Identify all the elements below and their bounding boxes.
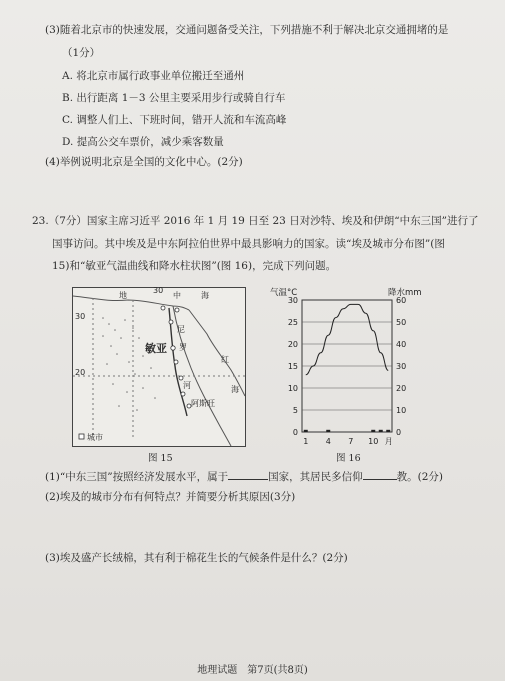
q3-stem: (3)随着北京市的快速发展，交通问题备受关注，下列措施不利于解决北京交通拥堵的是 <box>45 24 449 36</box>
x-tick-label: 1 <box>303 437 309 446</box>
x-tick-label: 4 <box>325 437 331 446</box>
map-label-lat30: 30 <box>75 312 86 321</box>
map-label-redsea-2: 海 <box>231 385 239 394</box>
map-label-aswan: 阿斯旺 <box>191 399 215 408</box>
y-left-tick-label: 30 <box>287 296 298 305</box>
precip-bar <box>379 430 383 432</box>
q3-option-b: B. 出行距离 1－3 公里主要采用步行或骑自行车 <box>62 92 286 104</box>
precip-bar <box>386 430 390 432</box>
map-legend-city: 城市 <box>87 433 103 442</box>
y-left-tick-label: 5 <box>292 406 298 415</box>
map-label-redsea-1: 红 <box>221 355 229 364</box>
minya-climate-chart <box>268 284 428 452</box>
map-drawing <box>73 288 245 446</box>
chart-caption: 图 16 <box>336 453 361 464</box>
map-label-nile-2: 罗 <box>179 343 187 352</box>
q23-1-blank-2[interactable] <box>363 468 397 480</box>
map-label-sea-1: 地 <box>119 291 127 300</box>
x-tick-label: 7 <box>348 437 354 446</box>
precip-bar <box>304 430 308 432</box>
y-left-tick-label: 0 <box>292 428 298 437</box>
y-right-tick-label: 30 <box>396 362 407 371</box>
map-label-sea-3: 海 <box>201 291 209 300</box>
map-label-sea-2: 中 <box>173 291 181 300</box>
y-right-tick-label: 60 <box>396 296 407 305</box>
y-left-tick-label: 25 <box>287 318 298 327</box>
y-right-tick-label: 0 <box>396 428 402 437</box>
y-left-tick-label: 20 <box>287 340 298 349</box>
egypt-city-map <box>72 287 246 447</box>
q23-1-pre: (1)“中东三国”按照经济发展水平，属于 <box>45 471 229 483</box>
y-left-tick-label: 10 <box>287 384 298 393</box>
q23-1-text <box>45 468 443 484</box>
precip-bar <box>326 430 330 432</box>
map-label-nile-3: 河 <box>183 381 191 390</box>
q23-1-blank-1[interactable] <box>228 468 268 480</box>
map-label-lat20: 20 <box>75 368 86 377</box>
temperature-curve <box>306 304 389 374</box>
map-label-lon30: 30 <box>153 286 164 295</box>
q3-score: （1分） <box>62 47 101 59</box>
page-footer: 地理试题 第7页(共8页) <box>197 665 308 676</box>
y-right-tick-label: 40 <box>396 340 407 349</box>
q3-option-c: C. 调整人们上、下班时间，错开人流和车流高峰 <box>62 114 287 126</box>
map-label-minya: 敏亚 <box>145 342 167 355</box>
q3-option-d: D. 提高公交车票价，减少乘客数量 <box>62 136 224 148</box>
q23-line2: 国事访问。其中埃及是中东阿拉伯世界中最具影响力的国家。读“埃及城市分布图”(图 <box>52 238 445 250</box>
q4-text: (4)举例说明北京是全国的文化中心。(2分) <box>45 156 243 168</box>
q23-1-mid: 国家，其居民多信仰 <box>268 471 363 483</box>
map-label-nile-1: 尼 <box>177 325 185 334</box>
y-left-tick-label: 15 <box>287 362 298 371</box>
y-right-tick-label: 10 <box>396 406 407 415</box>
precip-bar <box>371 430 375 432</box>
q3-option-a: A. 将北京市属行政事业单位搬迁至通州 <box>62 70 245 82</box>
x-axis-unit: 月 <box>384 437 393 446</box>
q23-line3: 15)和“敏亚气温曲线和降水柱状图”(图 16)，完成下列问题。 <box>52 260 337 272</box>
y-right-axis-label: 降水mm <box>388 288 422 298</box>
q23-3-text: (3)埃及盛产长绒棉，其有利于棉花生长的气候条件是什么？(2分) <box>45 552 348 564</box>
y-left-axis-label: 气温°C <box>270 288 298 298</box>
map-caption: 图 15 <box>148 453 173 464</box>
x-tick-label: 10 <box>368 437 379 446</box>
y-right-tick-label: 20 <box>396 384 407 393</box>
q23-2-text: (2)埃及的城市分布有何特点？并简要分析其原因(3分) <box>45 491 296 503</box>
y-right-tick-label: 50 <box>396 318 407 327</box>
q23-line1: 23.（7分）国家主席习近平 2016 年 1 月 19 日至 23 日对沙特、埃及和伊朗“中东三国”进行了 <box>32 215 479 227</box>
q23-1-post: 教。(2分) <box>396 471 443 483</box>
